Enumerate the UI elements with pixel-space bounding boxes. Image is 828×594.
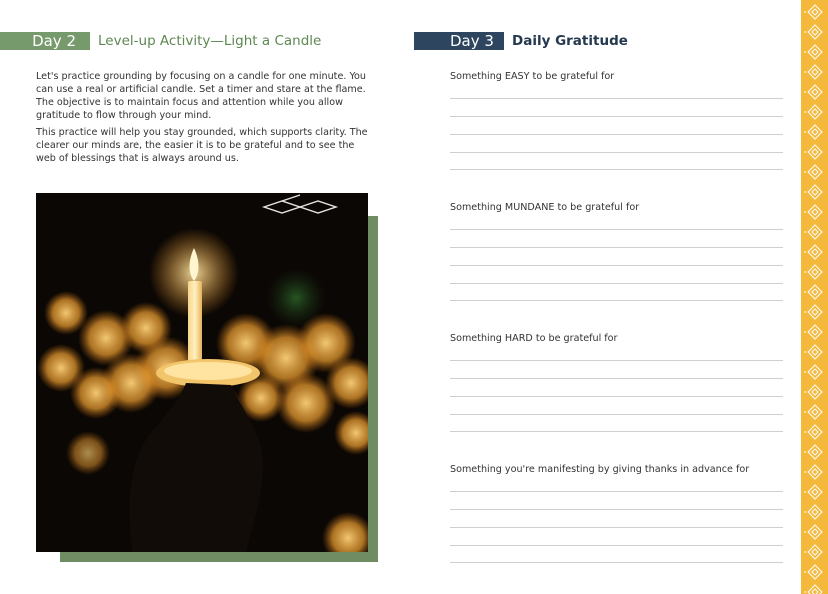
day3-header xyxy=(414,32,628,50)
prompt-mundane: Something MUNDANE to be grateful for xyxy=(450,202,640,213)
writing-line[interactable] xyxy=(450,509,783,510)
writing-line[interactable] xyxy=(450,562,783,563)
writing-line[interactable] xyxy=(450,283,783,284)
writing-line[interactable] xyxy=(450,378,783,379)
prompt-manifesting: Something you're manifesting by giving thanks in advance for xyxy=(450,464,750,475)
intro-paragraph-1: Let's practice grounding by focusing on a candle for one minute. You can use a real or artificial candle. Set a timer and stare at the flame. The objective is to maintain focus and attention while you allow gratitude to flow through your mind. xyxy=(36,71,366,121)
writing-line[interactable] xyxy=(450,396,783,397)
intro-paragraph-2: This practice will help you stay grounded, which supports clarity. The clearer our minds are, the easier it is to be grateful and to see the web of blessings that is always around us. xyxy=(36,127,368,164)
writing-line[interactable] xyxy=(450,134,783,135)
writing-line[interactable] xyxy=(450,527,783,528)
writing-line[interactable] xyxy=(450,414,783,415)
writing-line[interactable] xyxy=(450,229,783,230)
writing-line[interactable] xyxy=(450,247,783,248)
prompt-easy: Something EASY to be grateful for xyxy=(450,71,615,82)
writing-line[interactable] xyxy=(450,431,783,432)
writing-line[interactable] xyxy=(450,152,783,153)
writing-line[interactable] xyxy=(450,116,783,117)
day2-title: Level-up Activity—Light a Candle xyxy=(98,33,322,49)
prompt-hard: Something HARD to be grateful for xyxy=(450,333,618,344)
day2-header xyxy=(0,32,321,50)
writing-line[interactable] xyxy=(450,98,783,99)
day3-label: Day 3 xyxy=(414,32,504,50)
writing-line[interactable] xyxy=(450,300,783,301)
day3-title: Daily Gratitude xyxy=(512,33,628,49)
writing-line[interactable] xyxy=(450,360,783,361)
writing-line[interactable] xyxy=(450,545,783,546)
writing-line[interactable] xyxy=(450,169,783,170)
day2-label: Day 2 xyxy=(0,32,90,50)
decorative-border xyxy=(801,0,828,594)
candle-photo xyxy=(36,193,368,552)
writing-line[interactable] xyxy=(450,491,783,492)
writing-line[interactable] xyxy=(450,265,783,266)
